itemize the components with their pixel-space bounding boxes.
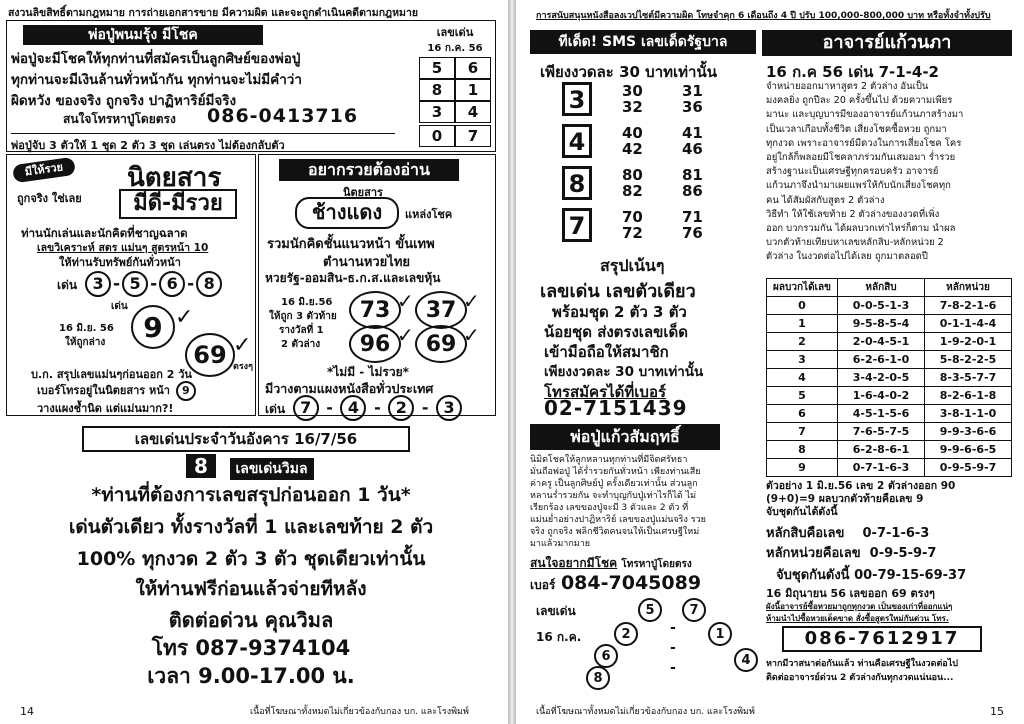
note-2: ห้ามนำไปซื้อหวยเด็ดขาด สั่งซื้อสูตรใหม่กันด่วน โทร. bbox=[766, 614, 949, 623]
contact-phone: 086-0413716 bbox=[207, 105, 359, 127]
formula-row bbox=[767, 441, 1012, 459]
sms-number: 71 bbox=[682, 208, 703, 226]
wimon-line-2: เด่นตัวเดียว ทั้งรางวัลที่ 1 และเลขท้าย 2 ตัว bbox=[68, 516, 434, 538]
formula-cell: 0-1-1-4-4 bbox=[925, 315, 1012, 333]
sms-number: 46 bbox=[682, 140, 703, 158]
kaewnapa-line: สร้างฐานะเป็นเศรษฐีทุกครอบครัว อาจารย์ bbox=[766, 166, 939, 178]
units-label: หลักหน่วยคือเลข bbox=[766, 546, 861, 561]
correct-text: ถูกจริง ใช่เลย bbox=[17, 192, 82, 205]
check-icon: ✓ bbox=[463, 323, 480, 347]
nit-lead-num: 5 bbox=[122, 271, 148, 297]
dash: - bbox=[113, 274, 121, 294]
chang-avail: มีวางตามแผงหนังสือทั่วประเทศ bbox=[265, 381, 434, 396]
right-footer: เนื้อที่โฆษณาทั้งหมดไม่เกี่ยวข้องกับกอง บก. และโรงพิมพ์ bbox=[536, 707, 755, 717]
formula-cell: 3 bbox=[767, 351, 838, 369]
check-icon: ✓ bbox=[397, 289, 414, 313]
dash: - bbox=[374, 398, 381, 417]
formula-col-header: หลักสิบ bbox=[838, 279, 925, 297]
chang-lead-label: เด่น bbox=[265, 402, 286, 416]
formula-cell: 5-8-2-2-5 bbox=[925, 351, 1012, 369]
wimon-line-3: 100% ทุกงวด 2 ตัว 3 ตัว ชุดเดียวเท่านั้น bbox=[76, 548, 426, 570]
nit-note-page: 9 bbox=[176, 381, 196, 401]
sms-apply: โทรสมัครได้ที่เบอร์ bbox=[544, 383, 667, 401]
wimon-line-6: โทร 087-9374104 bbox=[151, 636, 351, 660]
formula-cell: 1-9-2-0-1 bbox=[925, 333, 1012, 351]
sms-line-1: พร้อมชุด 2 ตัว 3 ตัว bbox=[552, 303, 687, 321]
formula-col-header: หลักหน่วย bbox=[925, 279, 1012, 297]
banner-title: พ่อปู่พนมรุ้ง มีโชค bbox=[23, 25, 263, 45]
nit-lead-row bbox=[57, 271, 224, 297]
formula-row bbox=[767, 369, 1012, 387]
formula-cell: 6 bbox=[767, 405, 838, 423]
nit-solo-label: เด่น bbox=[111, 301, 128, 312]
wimon-line-1: *ท่านที่ต้องการเลขสรุปก่อนออก 1 วัน* bbox=[91, 484, 411, 506]
wimon-line-7: เวลา 9.00-17.00 น. bbox=[147, 664, 355, 688]
formula-cell: 3-4-2-0-5 bbox=[838, 369, 925, 387]
sms-line-2: น้อยชุด ส่งตรงเลขเด็ด bbox=[544, 323, 688, 341]
tens-label: หลักสิบคือเลข bbox=[766, 526, 845, 541]
units-row bbox=[766, 542, 936, 563]
formula-cell: 0-7-1-6-3 bbox=[838, 459, 925, 477]
lead-grid-cell: 8 bbox=[419, 79, 455, 101]
nit-note-2: เบอร์โทรอยู่ในนิตยสาร หน้า bbox=[37, 384, 170, 397]
formula-table bbox=[766, 278, 1012, 477]
tens-value: 0-7-1-6-3 bbox=[862, 526, 930, 541]
sms-digit-box: 7 bbox=[562, 208, 592, 242]
page-number-left: 14 bbox=[20, 705, 34, 718]
formula-row bbox=[767, 315, 1012, 333]
sms-number: 40 bbox=[622, 124, 643, 142]
kaewnapa-line: จำหน่ายออกมาหาสูตร 2 ตัวล่าง อันเป็น bbox=[766, 81, 929, 92]
samut-line: มั่นถือพ่อปู่ ได้ร่ำรวยกันทั่วหน้า เพียงท่านเสีย bbox=[530, 467, 701, 477]
nit-line-3: ให้ท่านรับทรัพย์กันทั่วหน้า bbox=[59, 256, 181, 269]
chang-lead-num: 7 bbox=[293, 395, 319, 421]
badge: มีให้รวย bbox=[12, 157, 76, 183]
formula-cell: 2 bbox=[767, 333, 838, 351]
kaewnapa-line: มงคลยิ่ง ถูกปีละ 20 ครั้งขึ้นไป ด้วยความเพียร bbox=[766, 95, 953, 107]
samut-title: พ่อปู่แก้วสัมฤทธิ์ bbox=[530, 424, 720, 450]
chang-name: ช้างแดง bbox=[295, 197, 399, 229]
samut-line: นิมิตโชคให้ลูกหลานทุกท่านที่มีจิตศรัทธา bbox=[530, 455, 688, 465]
chang-line-3: หวยรัฐ-ออมสิน-ธ.ก.ส.และเลขหุ้น bbox=[265, 271, 441, 285]
sms-summary: สรุปเน้นๆ bbox=[600, 256, 665, 275]
chang-hit-1: ให้ถูก 3 ตัวท้าย bbox=[269, 311, 337, 322]
lead-grid-cell: 1 bbox=[455, 79, 491, 101]
tail-2: ติดต่ออาจารย์ด่วน 2 ตัวล่างกันทุกงวดแน่นอน... bbox=[766, 673, 954, 683]
formula-cell: 9 bbox=[767, 459, 838, 477]
lead-grid-cell: 6 bbox=[455, 57, 491, 79]
samut-num: 8 bbox=[586, 666, 610, 690]
kaewnapa-howto: บวกตัวท้ายเทียบหาเลขหลักสิบ-หลักหน่วย 2 bbox=[766, 237, 944, 249]
formula-cell: 0-0-5-1-3 bbox=[838, 297, 925, 315]
result-row: 16 มิถุนายน 56 เลขออก 69 ตรงๆ bbox=[766, 587, 935, 600]
intro-line-3: ผิดหวัง ของจริง ถูกจริง ปาฏิหาริย์มีจริง bbox=[11, 93, 237, 109]
samut-line: เรียกร้อง เลขของปู่จะมี 3 ตัวและ 2 ตัว ที่ bbox=[530, 503, 689, 513]
chang-sub: นิตยสาร bbox=[343, 186, 383, 199]
nit-hit: ให้ถูกล่าง bbox=[65, 337, 106, 348]
sms-number: 32 bbox=[622, 98, 643, 116]
units-value: 0-9-5-9-7 bbox=[869, 546, 937, 561]
sms-number: 42 bbox=[622, 140, 643, 158]
kaewnapa-line: อยู่ใกล้ก็พลอยมีโชคลาภร่วมกันเสมอมา ร่ำรวย bbox=[766, 152, 956, 164]
formula-row bbox=[767, 297, 1012, 315]
formula-cell: 5 bbox=[767, 387, 838, 405]
magazine-label: นิตยสาร bbox=[127, 163, 222, 193]
sms-summary-2: เลขเด่น เลขตัวเดียว bbox=[540, 281, 696, 302]
formula-cell: 8 bbox=[767, 441, 838, 459]
formula-row bbox=[767, 459, 1012, 477]
wimon-ad bbox=[6, 418, 496, 686]
intro-line-1: พ่อปู่จะมีโชคให้ทุกท่านที่สมัครเป็นลูกศิษย์ของพ่อปู่ bbox=[11, 51, 301, 67]
sms-number: 80 bbox=[622, 166, 643, 184]
samut-date: 16 ก.ค. bbox=[536, 630, 582, 644]
dash: - bbox=[187, 274, 195, 294]
left-page bbox=[0, 0, 508, 724]
sms-digit-box: 4 bbox=[562, 124, 592, 158]
formula-cell: 2-0-4-5-1 bbox=[838, 333, 925, 351]
samut-text bbox=[530, 454, 758, 550]
sms-number: 30 bbox=[622, 82, 643, 100]
note-1: ผังนี้อาจารย์ซื้อหวยมาถูกทุกงวด เป็นของเก่าที่ออกแน่ๆ bbox=[766, 602, 953, 611]
formula-cell: 7-6-5-7-5 bbox=[838, 423, 925, 441]
nit-direct: ตรงๆ bbox=[233, 362, 253, 372]
dash: - bbox=[150, 274, 158, 294]
page-number-right: 15 bbox=[990, 705, 1004, 718]
lead-grid-cell: 0 bbox=[419, 125, 455, 147]
nit-line-1: ท่านนักเล่นและนักคิดที่ชาญฉลาด bbox=[21, 226, 188, 240]
formula-row bbox=[767, 423, 1012, 441]
kaew-samut-panel bbox=[530, 422, 758, 686]
kaewnapa-panel bbox=[762, 28, 1014, 688]
sms-digit-box: 8 bbox=[562, 166, 592, 200]
kaewnapa-howto: วิธีทำ ให้ใช้เลขท้าย 2 ตัวล่างของงวดที่เพิ่ง bbox=[766, 208, 940, 220]
intro-text bbox=[11, 49, 411, 112]
center-gutter bbox=[508, 0, 516, 724]
nit-lead-num: 8 bbox=[196, 271, 222, 297]
wimon-title: เลขเด่นประจำวันอังคาร 16/7/56 bbox=[82, 426, 410, 452]
chang-line-1: รวมนักคิดชั้นแนวหน้า ขั้นเทพ bbox=[267, 237, 435, 252]
formula-cell: 3-8-1-1-0 bbox=[925, 405, 1012, 423]
samut-phone-label: เบอร์ bbox=[530, 578, 556, 592]
chang-slogan: *ไม่มี - ไม่รวย* bbox=[327, 365, 409, 379]
formula-cell: 9-9-3-6-6 bbox=[925, 423, 1012, 441]
formula-cell: 8-3-5-7-7 bbox=[925, 369, 1012, 387]
formula-cell: 9-5-8-5-4 bbox=[838, 315, 925, 333]
formula-table-head bbox=[767, 279, 1012, 297]
kaewnapa-example bbox=[766, 480, 1014, 519]
wimon-line-4: ให้ท่านฟรีก่อนแล้วจ่ายทีหลัง bbox=[135, 578, 367, 600]
formula-row bbox=[767, 387, 1012, 405]
samut-line: ค่าครู เป็นลูกศิษย์ปู่ ครั้งเดียวเท่านั้น ส่วนลูก bbox=[530, 479, 698, 489]
formula-row bbox=[767, 333, 1012, 351]
formula-row bbox=[767, 351, 1012, 369]
lead-box-date: 16 ก.ค. 56 bbox=[427, 43, 483, 54]
wimon-brand-row bbox=[186, 454, 314, 480]
intro-line-2: ทุกท่านจะมีเงินล้านทั่วหน้ากัน ทุกท่านจะไม่มีคำว่า bbox=[11, 72, 302, 88]
sms-number: 76 bbox=[682, 224, 703, 242]
samut-lead-label: เลขเด่น bbox=[536, 604, 576, 618]
formula-cell: 6-2-6-1-0 bbox=[838, 351, 925, 369]
sms-number: 81 bbox=[682, 166, 703, 184]
chang-lead-num: 4 bbox=[340, 395, 366, 421]
nit-pair: 69 bbox=[185, 333, 235, 377]
lead-box-title: เลขเด่น bbox=[436, 26, 474, 39]
kaewnapa-phone: 086-7612917 bbox=[782, 626, 982, 652]
samut-line: จริง ถูกจริง พลิกชีวิตคนจนให้เป็นเศรษฐีใหม่ bbox=[530, 527, 700, 537]
magazine-name: มีดี-มีรวย bbox=[119, 189, 237, 219]
chang-line-2: ตำนานหวยไทย bbox=[323, 255, 411, 270]
formula-cell: 1 bbox=[767, 315, 838, 333]
samut-contact: สนใจอยากมีโชค bbox=[530, 556, 618, 570]
sms-number: 70 bbox=[622, 208, 643, 226]
nit-lead-num: 6 bbox=[159, 271, 185, 297]
chang-daeng-panel bbox=[258, 154, 496, 416]
samut-num: 2 bbox=[614, 622, 638, 646]
formula-cell: 7 bbox=[767, 423, 838, 441]
nit-note-3: วางแผงช้ำนิด แต่แม่นมาก?! bbox=[37, 402, 174, 415]
lead-grid-cell: 4 bbox=[455, 101, 491, 123]
formula-cell: 0-9-5-9-7 bbox=[925, 459, 1012, 477]
samut-num: 7 bbox=[682, 598, 706, 622]
formula-cell: 9-9-6-6-5 bbox=[925, 441, 1012, 459]
wimon-brand: เลขเด่นวิมล bbox=[230, 458, 314, 480]
samut-line: หลานร่ำรวยกัน จะทำบุญกับปู่เท่าไรก็ได้ ไม่ bbox=[530, 491, 697, 501]
samut-num: 1 bbox=[708, 622, 732, 646]
check-icon: ✓ bbox=[233, 333, 252, 358]
chang-num: 69 bbox=[415, 325, 467, 363]
sms-panel bbox=[530, 28, 758, 420]
chang-hit-2: รางวัลที่ 1 bbox=[279, 325, 324, 336]
sms-digit-box: 3 bbox=[562, 82, 592, 116]
lead-grid-cell: 7 bbox=[455, 125, 491, 147]
sms-number: 82 bbox=[622, 182, 643, 200]
samut-contact-2: โทรหาปู่โดยตรง bbox=[621, 559, 692, 570]
formula-cell: 6-2-8-6-1 bbox=[838, 441, 925, 459]
chang-lead-num: 2 bbox=[388, 395, 414, 421]
kaewnapa-howto: ออก บวกรวมกัน ได้ผลบวกเท่าไหร่ก็ตาม นำผล bbox=[766, 223, 956, 235]
samut-num: 4 bbox=[734, 648, 758, 672]
formula-table-body bbox=[767, 297, 1012, 477]
check-icon: ✓ bbox=[397, 323, 414, 347]
lead-box bbox=[417, 23, 493, 56]
lead-grid-cell: 3 bbox=[419, 101, 455, 123]
sms-phone: 02-7151439 bbox=[544, 396, 688, 420]
chang-num: 37 bbox=[415, 291, 467, 329]
tail-1: หากมีวาสนาต่อกันแล้ว ท่านคือเศรษฐีในงวดต่อไป bbox=[766, 659, 958, 669]
chang-title: อยากรวยต้องอ่าน bbox=[279, 159, 459, 181]
kaewnapa-text bbox=[766, 80, 1012, 265]
subscribe-text: พ่อปู่จับ 3 ตัวให้ 1 ชุด 2 ตัว 3 ชุด เล่นตรง ไม่ต้องกลับตัว bbox=[11, 133, 395, 154]
nit-solo-num: 9 bbox=[131, 305, 175, 349]
contact-label: สนใจโทรหาปู่โดยตรง bbox=[63, 112, 176, 126]
example-line: (9+0)=9 ผลบวกตัวท้ายคือเลข 9 bbox=[766, 493, 924, 505]
kaewnapa-line: แก้วนภาจึงนำมาเผยแพร่ให้กับนักเสี่ยงโชคทุก bbox=[766, 180, 951, 192]
sms-number: 86 bbox=[682, 182, 703, 200]
mee-dee-panel bbox=[6, 154, 256, 416]
formula-row bbox=[767, 405, 1012, 423]
chang-hit-3: 2 ตัวล่าง bbox=[281, 339, 321, 350]
top-section bbox=[6, 20, 496, 152]
samut-line: แม่นย่ำอย่างปาฏิหาริย์ เลขของปู่แม่นจริง รวย bbox=[530, 515, 706, 525]
nit-note-2-row bbox=[37, 381, 198, 401]
nit-lead-label: เด่น bbox=[57, 278, 78, 292]
formula-cell: 4 bbox=[767, 369, 838, 387]
chang-date: 16 มิ.ย.56 bbox=[281, 297, 333, 308]
formula-table-wrap bbox=[766, 278, 1012, 477]
sms-number: 36 bbox=[682, 98, 703, 116]
formula-cell: 1-6-4-0-2 bbox=[838, 387, 925, 405]
left-header: สงวนลิขสิทธิ์ตามกฎหมาย การถ่ายเอกสารขาย มีความผิด และจะถูกดำเนินคดีตามกฎหมาย bbox=[8, 7, 418, 19]
chang-lead-num: 3 bbox=[436, 395, 462, 421]
kaewnapa-lead: 16 ก.ค 56 เด่น 7-1-4-2 bbox=[766, 63, 939, 81]
nit-lead-num: 3 bbox=[85, 271, 111, 297]
chang-num: 73 bbox=[349, 291, 401, 329]
right-page bbox=[516, 0, 1024, 724]
right-header: การสนับสนุนหนังสือลงเวปไซต์มีความผิด โทษจำคุก 6 เดือนถึง 4 ปี ปรับ 100,000-800,000 บาท หรือทั้งจำทั้งปรับ bbox=[536, 11, 991, 21]
sms-number: 31 bbox=[682, 82, 703, 100]
check-icon: ✓ bbox=[463, 289, 480, 313]
sms-line-3: เข้ามือถือให้สมาชิก bbox=[544, 343, 669, 361]
example-line: จับชุดกันได้ดังนี้ bbox=[766, 506, 838, 518]
pairs-row: จับชุดกันดังนี้ 00-79-15-69-37 bbox=[776, 568, 967, 583]
kaewnapa-line: คน ได้สัมผัสกับสูตร 2 ตัวล่าง bbox=[766, 194, 885, 206]
samut-phone-row bbox=[530, 572, 701, 595]
samut-line: มาแล้วมากมาย bbox=[530, 539, 591, 549]
kaewnapa-line: ทุกงวด เพราะอาจารย์มีดวงในการเสี่ยงโชค โคร bbox=[766, 137, 962, 149]
wimon-line-5: ติดต่อด่วน คุณวิมล bbox=[168, 608, 334, 632]
samut-num: 5 bbox=[638, 598, 662, 622]
formula-cell: 7-8-2-1-6 bbox=[925, 297, 1012, 315]
left-footer: เนื้อที่โฆษณาทั้งหมดไม่เกี่ยวข้องกับกอง บก. และโรงพิมพ์ bbox=[250, 707, 469, 717]
tens-row bbox=[766, 522, 929, 543]
chang-tag: แหล่งโชค bbox=[405, 208, 453, 221]
sms-sub: เพียงงวดละ 30 บาทเท่านั้น bbox=[540, 63, 717, 81]
formula-cell: 0 bbox=[767, 297, 838, 315]
nit-line-2: เลขวิเคราะห์ สตร แม่นๆ สูตรหน้า 10 bbox=[37, 242, 209, 254]
sms-number: 72 bbox=[622, 224, 643, 242]
formula-cell: 8-2-6-1-8 bbox=[925, 387, 1012, 405]
samut-phone: 084-7045089 bbox=[560, 572, 702, 594]
samut-dash-stack: - - - bbox=[670, 620, 676, 676]
nit-note-1: บ.ก. สรุปเลขแม่นๆก่อนออก 2 วัน bbox=[31, 368, 192, 381]
formula-cell: 4-5-1-5-6 bbox=[838, 405, 925, 423]
dash: - bbox=[421, 398, 429, 417]
example-line: ตัวอย่าง 1 มิ.ย.56 เลข 2 ตัวล่างออก 90 bbox=[766, 480, 956, 492]
dash: - bbox=[326, 398, 333, 417]
kaewnapa-line: มานะ และบุญบารมีของอาจารย์แก้วนภาสร้างมา bbox=[766, 109, 964, 121]
kaewnapa-line: เป็นเวลาเกือบทั้งชีวิต เสี่ยงโชคซื้อหวย ถูกมา bbox=[766, 123, 947, 135]
lead-grid-cell: 5 bbox=[419, 57, 455, 79]
samut-contact-row bbox=[530, 554, 692, 573]
nit-date: 16 มิ.ย. 56 bbox=[59, 323, 114, 334]
wimon-brand-num: 8 bbox=[186, 454, 216, 478]
chang-num: 96 bbox=[349, 325, 401, 363]
samut-num: 6 bbox=[594, 644, 618, 668]
sms-line-4: เพียงงวดละ 30 บาทเท่านั้น bbox=[544, 364, 704, 380]
kaewnapa-title: อาจารย์แก้วนภา bbox=[762, 30, 1012, 56]
kaewnapa-howto: ตัวล่าง ในงวดต่อไปได้เลย ถูกมาตลอดปี bbox=[766, 251, 928, 263]
formula-col-header: ผลบวกได้เลข bbox=[767, 279, 838, 297]
sms-number: 41 bbox=[682, 124, 703, 142]
sms-title: ทีเด็ด! SMS เลขเด็ดรัฐบาล bbox=[530, 30, 756, 54]
check-icon: ✓ bbox=[175, 305, 194, 330]
